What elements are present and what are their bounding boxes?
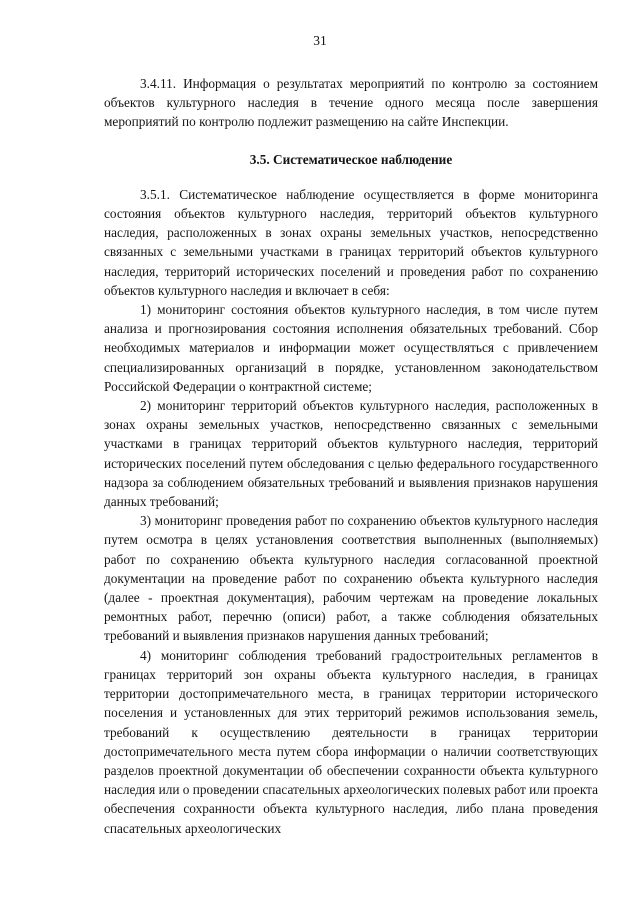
document-body <box>104 74 598 838</box>
paragraph-3-4-11: 3.4.11. Информация о результатах мероприятий по контролю за состоянием объектов культурного наследия в течение одного месяца после завершения мероприятий по контролю подлежит размещению на сайте Инспекции. <box>104 76 598 130</box>
list-item-3: 3) мониторинг проведения работ по сохранению объектов культурного наследия путем осмотра в целях установления соответствия выполненных (выполняемых) работ по сохранению объекта культурного наследия согласованной проектной документации на проведение работ по сохранению объекта культурного наследия (далее - проектная документация), рабочим чертежам на проведение локальных ремонтных работ, перечню (описи) работ, а также соблюдения обязательных требований и выявления признаков нарушения данных требований; <box>104 513 598 644</box>
page-number: 31 <box>313 33 327 48</box>
section-heading: 3.5. Систематическое наблюдение <box>249 151 453 167</box>
paragraph-3-5-1: 3.5.1. Систематическое наблюдение осуществляется в форме мониторинга состояния объектов культурного наследия, территорий объектов культурного наследия, расположенных в зонах охраны земельных участков, непосредственно связанных с земельными участками в границах территорий объектов культурного наследия, территорий исторических поселений и проведения работ по сохранению объектов культурного наследия и включает в себя: <box>104 186 598 298</box>
list-item-2: 2) мониторинг территорий объектов культурного наследия, расположенных в зонах охраны земельных участков, непосредственно связанных с земельными участками в границах территорий объектов культурного наследия, территорий исторических поселений путем обследования с целью федерального государственного надзора за соблюдением обязательных требований и выявления признаков нарушения данных требований; <box>104 398 598 510</box>
list-item-4: 4) мониторинг соблюдения требований градостроительных регламентов в границах территорий зон охраны объекта культурного наследия, в границах территории достопримечательного места, в границах территории исторического поселения и установленных для этих территорий режимов использования земель, требований к осуществлению деятельности в границах территории достопримечательного места путем сбора информации о наличии соответствующих разделов проектной документации об обеспечении сохранности объекта культурного наследия или о проведении спасательных археологических полевых работ или проекта обеспечения сохранности объекта культурного наследия, либо плана проведения спасательных археологических <box>104 647 598 836</box>
list-item-1: 1) мониторинг состояния объектов культурного наследия, в том числе путем анализа и прогнозирования состояния исполнения обязательных требований. Сбор необходимых материалов и информации может осуществляться с привлечением специализированных организаций в порядке, установленном законодательством Российской Федерации о контрактной системе; <box>104 302 598 394</box>
